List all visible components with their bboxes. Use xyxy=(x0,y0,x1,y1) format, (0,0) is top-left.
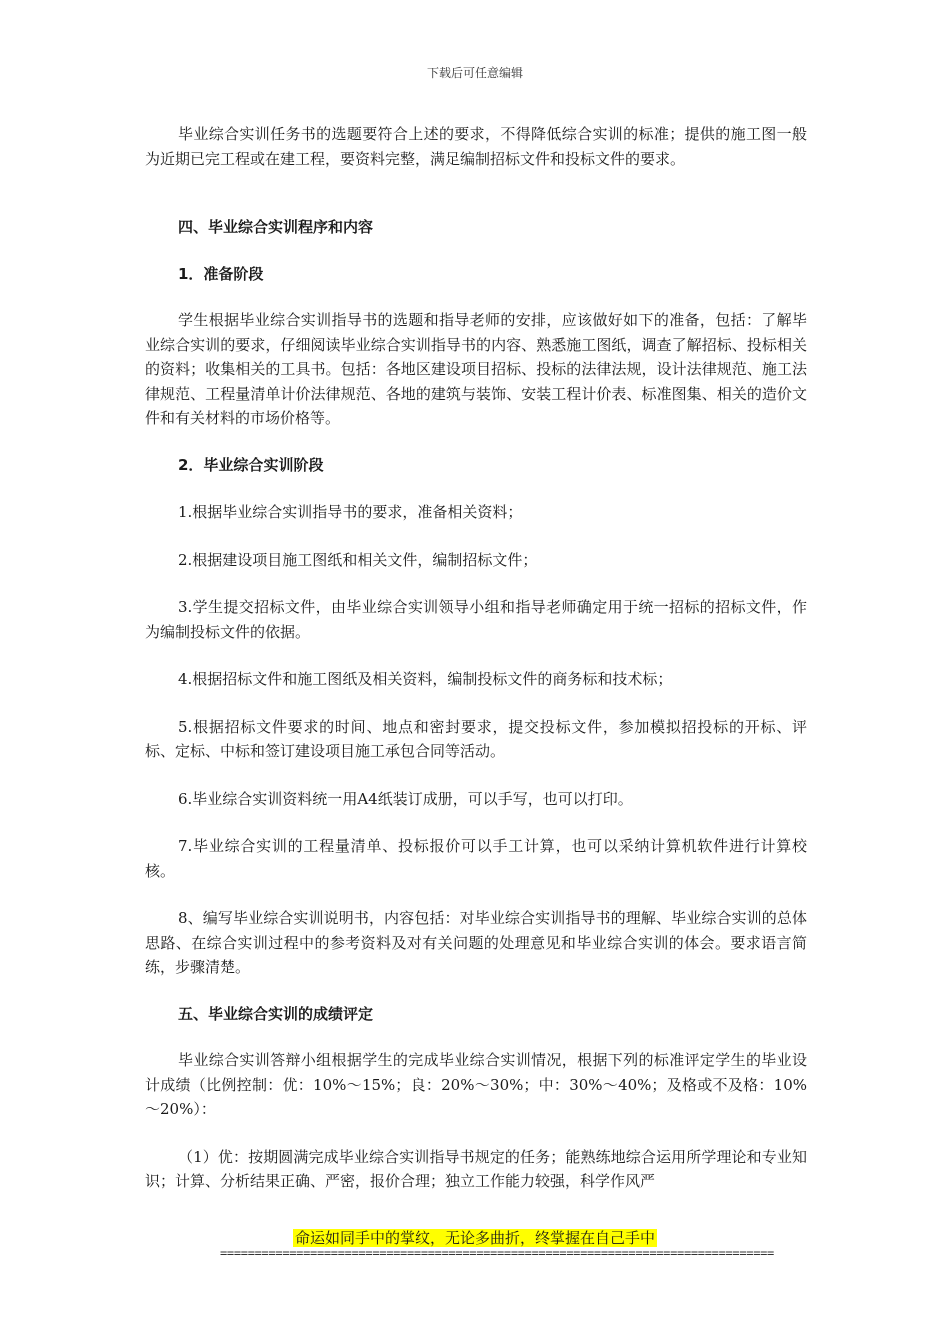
list-item: 6.毕业综合实训资料统一用A4纸装订成册，可以手写，也可以打印。 xyxy=(178,789,633,808)
list-item: 4.根据招标文件和施工图纸及相关资料，编制投标文件的商务标和技术标； xyxy=(178,670,673,688)
grading-paragraph: 毕业综合实训答辩小组根据学生的完成毕业综合实训情况，根据下列的标准评定学生的毕业设计成绩（比例控制：优：10%～15%；良：20%～30%；中：30%～40%；及格或不及格：10%～20%）： xyxy=(145,1051,807,1118)
list-item: 8、编写毕业综合实训说明书，内容包括：对毕业综合实训指导书的理解、毕业综合实训的总体思路、在综合实训过程中的参考资料及对有关问题的处理意见和毕业综合实训的体会。要求语言简练，步骤清楚。 xyxy=(145,909,807,976)
stage-2-heading: 2．毕业综合实训阶段 xyxy=(178,455,324,474)
footer-divider: ================================================================================ xyxy=(220,1246,774,1260)
list-item: 1.根据毕业综合实训指导书的要求，准备相关资料； xyxy=(178,503,523,521)
page-header: 下载后可任意编辑 xyxy=(426,66,523,80)
excellent-criteria-paragraph: （1）优：按期圆满完成毕业综合实训指导书规定的任务；能熟练地综合运用所学理论和专业知识；计算、分析结果正确、严密，报价合理；独立工作能力较强，科学作风严 xyxy=(145,1147,807,1190)
list-item: 7.毕业综合实训的工程量清单、投标报价可以手工计算，也可以采纳计算机软件进行计算校核。 xyxy=(145,837,807,880)
list-item: 2.根据建设项目施工图纸和相关文件，编制招标文件； xyxy=(178,550,538,569)
section-4-heading: 四、毕业综合实训程序和内容 xyxy=(178,218,374,236)
list-item: 3.学生提交招标文件，由毕业综合实训领导小组和指导老师确定用于统一招标的招标文件，作为编制投标文件的依据。 xyxy=(145,598,807,641)
prepare-paragraph: 学生根据毕业综合实训指导书的选题和指导老师的安排，应该做好如下的准备，包括：了解毕业综合实训的要求，仔细阅读毕业综合实训指导书的内容、熟悉施工图纸，调查了解招标、投标相关的资料；收集相关的工具书。包括：各地区建设项目招标、投标的法律法规，设计法律规范、施工法律规范、工程量清单计价法律规范、各地的建筑与装饰、安装工程计价表、标准图集、相关的造价文件和有关材料的市场价格等。 xyxy=(145,311,807,427)
stage-1-heading: 1．准备阶段 xyxy=(178,264,264,283)
footer-quote xyxy=(0,1227,950,1248)
list-item: 5.根据招标文件要求的时间、地点和密封要求，提交投标文件，参加模拟招投标的开标、评标、定标、中标和签订建设项目施工承包合同等活动。 xyxy=(145,717,807,760)
document-body xyxy=(145,122,807,1194)
footer-quote-text: 命运如同手中的掌纹，无论多曲折，终掌握在自己手中 xyxy=(294,1229,655,1247)
section-5-heading: 五、毕业综合实训的成绩评定 xyxy=(178,1004,374,1023)
intro-paragraph: 毕业综合实训任务书的选题要符合上述的要求，不得降低综合实训的标准；提供的施工图一般为近期已完工程或在建工程，要资料完整，满足编制招标文件和投标文件的要求。 xyxy=(145,125,807,168)
